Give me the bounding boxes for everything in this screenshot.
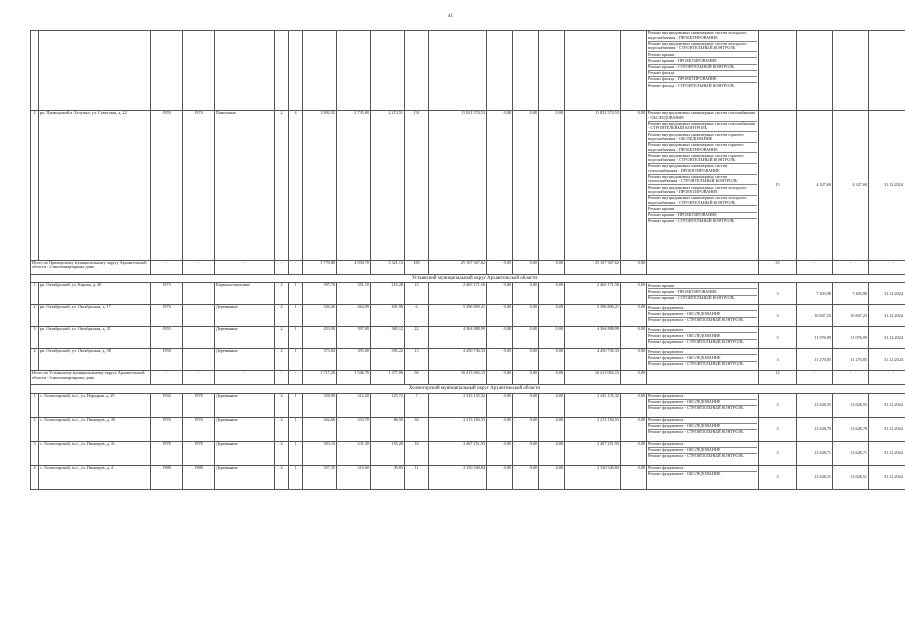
work-type-item: Ремонт фундамента - ОБСЛЕДОВАНИЕ <box>648 311 757 317</box>
fund-fed-cell: 0,00 <box>487 111 513 261</box>
residents-cell: 13 <box>405 349 429 371</box>
area-own-cell: 39,83 <box>371 465 405 489</box>
area-own-cell: 86,50 <box>371 417 405 441</box>
fund-reg-cell: 0,00 <box>513 111 539 261</box>
fund-own-cell: 3 345 135,32 <box>565 393 621 417</box>
material-cell: Деревянные <box>215 327 275 349</box>
entrances-cell: 1 <box>289 417 303 441</box>
work-type-item: Ремонт фундамента - СТРОИТЕЛЬНЫЙ КОНТРОЛЬ <box>648 429 744 435</box>
section-title: Устьянский муниципальный округ Архангельской области <box>31 275 905 283</box>
num-cell: 1 <box>31 393 39 417</box>
total-work-cell <box>647 371 759 385</box>
fund-mun-cell: 0,00 <box>539 465 565 489</box>
continuation-row <box>31 31 905 111</box>
total-residents-cell: 56 <box>405 371 429 385</box>
work-type-cell: Ремонт внутридомовых инженерных систем холодного водоснабжения - ПРОЕКТИРОВАНИЕ Ремонт внутридомовых инженерных систем холодного водоснабжения - СТРОИТЕЛЬНЫЙ КОНТРОЛЬ Ремонт крыши Ремонт крыши - ПРОЕКТИРОВАНИЕ Ремонт крыши - СТРОИТЕЛЬНЫЙ КОНТРОЛЬ Ремонт фасада Ремонт фасада - ПРОЕКТИРОВАНИЕ Ремонт фасада - СТРОИТЕЛЬНЫЙ КОНТРОЛЬ <box>647 31 759 111</box>
section-header-row <box>31 275 905 283</box>
deadline-cell: 31.12.2024 <box>869 393 905 417</box>
table-row <box>31 441 905 465</box>
area-total-cell: 520,26 <box>303 305 337 327</box>
area-own-cell: 125,72 <box>371 393 405 417</box>
residents-cell: 131 <box>405 111 429 261</box>
floors-cell: 2 <box>275 465 289 489</box>
area-res-cell: 351,10 <box>337 283 371 305</box>
work-type-cell <box>647 465 759 489</box>
total-fund-mun-cell: 0,00 <box>539 371 565 385</box>
fund-mun-cell: 0,00 <box>539 441 565 465</box>
limit-cost-cell: 13 628,51 <box>833 465 869 489</box>
year-built-cell: 1958 <box>151 349 183 371</box>
floors-cell: 2 <box>275 349 289 371</box>
area-total-cell: 393,10 <box>303 441 337 465</box>
area-own-cell: 155,20 <box>371 441 405 465</box>
floors-cell: 2 <box>275 111 289 261</box>
total-row <box>31 261 905 275</box>
address-cell: рп. Октябрьский, ул. Октябрьская, д. 31 <box>39 327 151 349</box>
capital-repair-table <box>30 30 905 490</box>
table-row <box>31 327 905 349</box>
work-type-item: Ремонт внутридомовых инженерных систем холодного водоснабжения - ПРОЕКТИРОВАНИЕ <box>648 185 757 196</box>
cost-total-cell: 3 213 184,53 <box>429 417 487 441</box>
fund-ext-cell: 0,00 <box>621 283 647 305</box>
year-built-cell: 1930 <box>151 393 183 417</box>
fund-reg-cell: 0,00 <box>513 417 539 441</box>
dash-cell: - <box>797 371 833 385</box>
unit-cost-cell: 10 847,23 <box>797 305 833 327</box>
fund-mun-cell: 0,00 <box>539 393 565 417</box>
cost-total-cell: 11 821 574,53 <box>429 111 487 261</box>
total-cnt-cell: 12 <box>759 371 797 385</box>
dash-cell: - <box>797 261 833 275</box>
dash-cell: - <box>289 261 303 275</box>
fund-mun-cell: 0,00 <box>539 111 565 261</box>
fund-fed-cell: 0,00 <box>487 417 513 441</box>
cost-total-cell: 3 330 540,84 <box>429 465 487 489</box>
residents-cell: 15 <box>405 283 429 305</box>
table-row <box>31 111 905 261</box>
total-fund-own-cell: 16 413 063,15 <box>565 371 621 385</box>
material-cell: Каркасно-щитовые <box>215 283 275 305</box>
fund-mun-cell: 0,00 <box>539 283 565 305</box>
fund-fed-cell: 0,00 <box>487 441 513 465</box>
address-cell: с. Холмогорский, м.о., ул. Пионеров, д. 4 <box>39 465 151 489</box>
limit-cost-cell: 13 628,71 <box>833 441 869 465</box>
fund-reg-cell: 0,00 <box>513 393 539 417</box>
address-cell: рп. Октябрьский, ул. Октябрьская, д. 38 <box>39 349 151 371</box>
work-type-item: Ремонт внутридомовых инженерных систем газоснабжения - ОБСЛЕДОВАНИЕ <box>648 111 757 122</box>
area-res-cell: 231,30 <box>337 441 371 465</box>
limit-cost-cell: 11 076,99 <box>833 327 869 349</box>
work-type-item: Ремонт фундамента - ОБСЛЕДОВАНИЕ <box>648 400 757 406</box>
dash-cell: - <box>215 261 275 275</box>
num-cell: 4 <box>31 465 39 489</box>
deadline-cell: 31.12.2024 <box>869 283 905 305</box>
year-built-cell: 1955 <box>151 327 183 349</box>
year-reno-cell <box>183 283 215 305</box>
entrances-cell: 1 <box>289 441 303 465</box>
address-cell: рп. Октябрьский, ул. Кирова, д. 40 <box>39 283 151 305</box>
year-built-cell: 1959 <box>151 111 183 261</box>
area-total-cell: 358,90 <box>303 393 337 417</box>
unit-cost-cell: 13 628,71 <box>797 441 833 465</box>
area-own-cell: 401,96 <box>371 305 405 327</box>
year-reno-cell: 1974 <box>183 111 215 261</box>
limit-cost-cell: 4 327,69 <box>833 111 869 261</box>
work-type-item: Ремонт фундамента <box>648 442 757 448</box>
address-cell: рп. Октябрьский, ул. Октябрьская, д. 17 <box>39 305 151 327</box>
dash-cell: - <box>869 261 905 275</box>
fund-mun-cell: 0,00 <box>539 349 565 371</box>
year-reno-cell <box>183 327 215 349</box>
total-fund-ext-cell: 0,00 <box>621 371 647 385</box>
dash-cell: - <box>215 371 275 385</box>
work-type-item: Ремонт фундамента - ОБСЛЕДОВАНИЕ <box>648 448 757 454</box>
year-built-cell: 1973 <box>151 283 183 305</box>
address-cell: с. Холмогорский, м.о., ул. Пионеров, д. 30 <box>39 417 151 441</box>
entrances-cell: 1 <box>289 393 303 417</box>
area-res-cell: 312,20 <box>337 393 371 417</box>
year-reno-cell: 1976 <box>183 417 215 441</box>
address-cell: с. Холмогорский, м.о., ул. Пионеров, д. 31 <box>39 441 151 465</box>
work-type-item: Ремонт крыши - ПРОЕКТИРОВАНИЕ <box>648 289 757 295</box>
work-type-item: Ремонт фундамента <box>648 466 757 472</box>
year-reno-cell <box>183 305 215 327</box>
work-type-item: Ремонт фундамента - СТРОИТЕЛЬНЫЙ КОНТРОЛЬ <box>648 453 744 459</box>
fund-own-cell: 3 330 540,84 <box>565 465 621 489</box>
work-type-cell <box>647 393 759 417</box>
work-type-item: Ремонт фундамента - ОБСЛЕДОВАНИЕ <box>648 333 757 339</box>
work-type-item: Ремонт внутридомовых инженерных систем холодного водоснабжения - СТРОИТЕЛЬНЫЙ КОНТРОЛЬ <box>648 196 757 207</box>
work-type-item: Ремонт внутридомовых инженерных систем горячего водоснабжения - ОБСЛЕДОВАНИЕ <box>648 132 757 143</box>
total-cost-total-cell: 16 413 063,15 <box>429 371 487 385</box>
limit-cost-cell: 11 270,85 <box>833 349 869 371</box>
fund-fed-cell: 0,00 <box>487 305 513 327</box>
cnt-cell: 3 <box>759 393 797 417</box>
limit-cost-cell: 7 403,98 <box>833 283 869 305</box>
unit-cost-cell: 11 076,99 <box>797 327 833 349</box>
year-reno-cell: 1988 <box>183 465 215 489</box>
area-total-cell: 362,60 <box>303 417 337 441</box>
floors-cell: 2 <box>275 417 289 441</box>
cost-total-cell: 5 396 800,21 <box>429 305 487 327</box>
entrances-cell: 1 <box>289 305 303 327</box>
area-own-cell: 395,22 <box>371 349 405 371</box>
fund-ext-cell: 0,00 <box>621 393 647 417</box>
dash-cell: - <box>183 371 215 385</box>
header-fill-text: Ремонт внутридомовых инженерных систем холодного водоснабжения - СТРОИТЕЛЬНЫЙ КОНТРОЛЬ <box>648 42 757 53</box>
dash-cell: - <box>289 371 303 385</box>
address-cell: с. Холмогорский, м.о., ул. Народная, д. 29 <box>39 393 151 417</box>
entrances-cell: 1 <box>289 465 303 489</box>
fund-ext-cell: 0,00 <box>621 417 647 441</box>
unit-cost-cell: 7 403,98 <box>797 283 833 305</box>
fund-ext-cell: 0,00 <box>621 441 647 465</box>
material-cell: Деревянные <box>215 305 275 327</box>
table-row <box>31 465 905 489</box>
table-row <box>31 305 905 327</box>
work-type-item: Ремонт фундамента - ОБСЛЕДОВАНИЕ <box>648 424 757 430</box>
area-res-cell: 333,70 <box>337 417 371 441</box>
year-built-cell: 1988 <box>151 465 183 489</box>
fund-own-cell: 11 821 574,53 <box>565 111 621 261</box>
work-type-cell <box>647 327 759 349</box>
entrances-cell: 1 <box>289 327 303 349</box>
work-type-cell <box>647 305 759 327</box>
work-type-item: Ремонт крыши - СТРОИТЕЛЬНЫЙ КОНТРОЛЬ <box>648 218 735 224</box>
year-reno-cell: 1978 <box>183 441 215 465</box>
area-res-cell: 319,60 <box>337 465 371 489</box>
fund-reg-cell: 0,00 <box>513 327 539 349</box>
fund-fed-cell: 0,00 <box>487 283 513 305</box>
section-header-row <box>31 385 905 393</box>
year-reno-cell: 1978 <box>183 393 215 417</box>
num-cell: 3 <box>31 441 39 465</box>
work-type-cell <box>647 417 759 441</box>
total-fund-reg-cell: 0,00 <box>513 261 539 275</box>
floors-cell: 2 <box>275 283 289 305</box>
residents-cell: 22 <box>405 327 429 349</box>
dash-cell: - <box>833 261 869 275</box>
year-built-cell: 1976 <box>151 417 183 441</box>
dash-cell: - <box>275 371 289 385</box>
floors-cell: 2 <box>275 305 289 327</box>
fund-own-cell: 2 465 171,56 <box>565 283 621 305</box>
deadline-cell: 31.12.2024 <box>869 305 905 327</box>
work-type-item: Ремонт фундамента - СТРОИТЕЛЬНЫЙ КОНТРОЛЬ <box>648 317 744 323</box>
deadline-cell: 31.12.2024 <box>869 441 905 465</box>
residents-cell: 16 <box>405 441 429 465</box>
work-type-item: Ремонт фундамента - СТРОИТЕЛЬНЫЙ КОНТРОЛЬ <box>648 361 744 367</box>
area-res-cell: 464,09 <box>337 305 371 327</box>
fund-own-cell: 3 213 184,53 <box>565 417 621 441</box>
table-row <box>31 283 905 305</box>
deadline-cell: 31.12.2024 <box>869 417 905 441</box>
area-res-cell: 2 735,00 <box>337 111 371 261</box>
limit-cost-cell: 13 628,79 <box>833 417 869 441</box>
unit-cost-cell: 13 628,51 <box>797 465 833 489</box>
entrances-cell: 1 <box>289 283 303 305</box>
work-type-item: Ремонт внутридомовых инженерных систем горячего водоснабжения - СТРОИТЕЛЬНЫЙ КОНТРОЛЬ <box>648 153 757 164</box>
dash-cell: - <box>151 261 183 275</box>
work-type-item: Ремонт крыши - СТРОИТЕЛЬНЫЙ КОНТРОЛЬ <box>648 295 735 301</box>
area-own-cell: 216,28 <box>371 283 405 305</box>
deadline-cell: 31.12.2024 <box>869 111 905 261</box>
work-type-item: Ремонт крыши - ПРОЕКТИРОВАНИЕ <box>648 213 757 219</box>
total-row <box>31 371 905 385</box>
cnt-cell: 3 <box>759 465 797 489</box>
fund-ext-cell: 0,00 <box>621 465 647 489</box>
floors-cell: 2 <box>275 441 289 465</box>
cnt-cell: 15 <box>759 111 797 261</box>
cnt-cell: 3 <box>759 283 797 305</box>
area-res-cell: 395,00 <box>337 349 371 371</box>
fund-ext-cell: 0,00 <box>621 305 647 327</box>
total-cnt-cell: 33 <box>759 261 797 275</box>
table-row <box>31 349 905 371</box>
dash-cell: - <box>183 261 215 275</box>
total-area-total-cell: 1 717,20 <box>303 371 337 385</box>
work-type-cell <box>647 349 759 371</box>
table-row <box>31 393 905 417</box>
floors-cell: 2 <box>275 393 289 417</box>
total-area-own-cell: 1 377,06 <box>371 371 405 385</box>
total-label-cell: Итого по Устьянскому муниципальному округу Архангельской области - 4 многоквартирных дома <box>31 371 151 385</box>
work-type-item: Ремонт фундамента - ОБСЛЕДОВАНИЕ <box>648 355 757 361</box>
work-type-item: Ремонт внутридомовых инженерных систем газоснабжения - СТРОИТЕЛЬНЫЙ КОНТРОЛЬ <box>648 122 757 133</box>
area-total-cell: 357,35 <box>303 465 337 489</box>
floors-cell: 2 <box>275 327 289 349</box>
fund-fed-cell: 0,00 <box>487 465 513 489</box>
work-type-item: Ремонт фундамента <box>648 305 757 311</box>
num-cell: 2 <box>31 305 39 327</box>
work-type-cell <box>647 283 759 305</box>
num-cell: 2 <box>31 417 39 441</box>
total-fund-fed-cell: 0,00 <box>487 371 513 385</box>
total-residents-cell: 169 <box>405 261 429 275</box>
limit-cost-cell: 10 847,23 <box>833 305 869 327</box>
area-total-cell: 397,70 <box>303 283 337 305</box>
total-fund-reg-cell: 0,00 <box>513 371 539 385</box>
section-title: Холмогорский муниципальный округ Архангельской области <box>31 385 905 393</box>
fund-reg-cell: 0,00 <box>513 283 539 305</box>
cnt-cell: 3 <box>759 327 797 349</box>
total-fund-own-cell: 25 167 367,62 <box>565 261 621 275</box>
work-type-item: Ремонт фундамента - СТРОИТЕЛЬНЫЙ КОНТРОЛЬ <box>648 339 744 345</box>
fund-mun-cell: 0,00 <box>539 327 565 349</box>
cnt-cell: 3 <box>759 441 797 465</box>
cost-total-cell: 3 467 251,93 <box>429 441 487 465</box>
fund-fed-cell: 0,00 <box>487 327 513 349</box>
material-cell: Панельные <box>215 111 275 261</box>
page-number: 41 <box>448 14 453 19</box>
total-work-cell <box>647 261 759 275</box>
num-cell: 1 <box>31 283 39 305</box>
unit-cost-cell: 13 628,79 <box>797 417 833 441</box>
area-own-cell: 2 213,51 <box>371 111 405 261</box>
num-cell: 2 <box>31 111 39 261</box>
deadline-cell: 31.12.2024 <box>869 327 905 349</box>
total-area-res-cell: 1 546,76 <box>337 371 371 385</box>
work-type-item: Ремонт фундамента - ОБСЛЕДОВАНИЕ <box>648 471 721 477</box>
work-type-item: Ремонт внутридомовых инженерных систем горячего водоснабжения - ПРОЕКТИРОВАНИЕ <box>648 143 757 154</box>
area-total-cell: 3 992,92 <box>303 111 337 261</box>
deadline-cell: 31.12.2024 <box>869 349 905 371</box>
residents-cell: 7 <box>405 393 429 417</box>
limit-cost-cell: 13 628,55 <box>833 393 869 417</box>
unit-cost-cell: 4 327,69 <box>797 111 833 261</box>
fund-own-cell: 3 467 251,93 <box>565 441 621 465</box>
residents-cell: 6 <box>405 305 429 327</box>
fund-ext-cell: 0,00 <box>621 349 647 371</box>
work-type-item: Ремонт фундамента <box>648 394 757 400</box>
area-own-cell: 365,12 <box>371 327 405 349</box>
work-type-item: Ремонт фундамента - СТРОИТЕЛЬНЫЙ КОНТРОЛЬ <box>648 405 744 411</box>
fund-own-cell: 4 364 888,99 <box>565 327 621 349</box>
cost-total-cell: 2 465 171,56 <box>429 283 487 305</box>
total-fund-ext-cell: 0,00 <box>621 261 647 275</box>
area-res-cell: 397,00 <box>337 327 371 349</box>
fund-mun-cell: 0,00 <box>539 417 565 441</box>
cnt-cell: 3 <box>759 417 797 441</box>
area-total-cell: 373,84 <box>303 349 337 371</box>
area-total-cell: 453,00 <box>303 327 337 349</box>
fund-reg-cell: 0,00 <box>513 305 539 327</box>
year-reno-cell <box>183 349 215 371</box>
dash-cell: - <box>869 371 905 385</box>
material-cell: Деревянные <box>215 465 275 489</box>
work-type-item: Ремонт фундамента <box>648 349 757 355</box>
work-type-item: Ремонт фундамента <box>648 418 757 424</box>
work-type-item: Ремонт внутридомовых инженерных систем теплоснабжения - ПРОЕКТИРОВАНИЕ <box>648 164 757 175</box>
total-cost-total-cell: 25 167 367,62 <box>429 261 487 275</box>
total-area-total-cell: 5 770,88 <box>303 261 337 275</box>
unit-cost-cell: 13 628,55 <box>797 393 833 417</box>
cnt-cell: 3 <box>759 349 797 371</box>
total-area-own-cell: 3 321,13 <box>371 261 405 275</box>
num-cell: 4 <box>31 349 39 371</box>
num-cell: 3 <box>31 327 39 349</box>
unit-cost-cell: 11 270,85 <box>797 349 833 371</box>
material-cell: Деревянные <box>215 393 275 417</box>
fund-fed-cell: 0,00 <box>487 349 513 371</box>
dash-cell: - <box>833 371 869 385</box>
table-row <box>31 417 905 441</box>
total-fund-fed-cell: 0,00 <box>487 261 513 275</box>
fund-ext-cell: 0,00 <box>621 327 647 349</box>
fund-reg-cell: 0,00 <box>513 349 539 371</box>
fund-reg-cell: 0,00 <box>513 465 539 489</box>
cnt-cell: 3 <box>759 305 797 327</box>
address-cell: рп. Приморский п. Белушье, ул. Советская, д. 22 <box>39 111 151 261</box>
material-cell: Деревянные <box>215 417 275 441</box>
dash-cell: - <box>151 371 183 385</box>
residents-cell: 11 <box>405 465 429 489</box>
work-type-cell <box>647 441 759 465</box>
cost-total-cell: 4 450 736,33 <box>429 349 487 371</box>
material-cell: Деревянные <box>215 441 275 465</box>
work-type-item: Ремонт фундамента <box>648 327 757 333</box>
cost-total-cell: 3 345 135,32 <box>429 393 487 417</box>
total-area-res-cell: 4 030,70 <box>337 261 371 275</box>
year-built-cell: 1978 <box>151 441 183 465</box>
fund-ext-cell: 0,00 <box>621 111 647 261</box>
work-type-item: Ремонт крыши <box>648 283 757 289</box>
dash-cell: - <box>275 261 289 275</box>
fund-own-cell: 5 396 800,21 <box>565 305 621 327</box>
entrances-cell: 4 <box>289 111 303 261</box>
fund-mun-cell: 0,00 <box>539 305 565 327</box>
fund-reg-cell: 0,00 <box>513 441 539 465</box>
fund-own-cell: 4 450 736,33 <box>565 349 621 371</box>
material-cell: Деревянные <box>215 349 275 371</box>
residents-cell: 30 <box>405 417 429 441</box>
entrances-cell: 1 <box>289 349 303 371</box>
total-label-cell: Итого по Приморскому муниципальному округу Архангельской области - 2 многоквартирных дома <box>31 261 151 275</box>
total-fund-mun-cell: 0,00 <box>539 261 565 275</box>
cost-total-cell: 4 364 888,99 <box>429 327 487 349</box>
deadline-cell: 31.12.2024 <box>869 465 905 489</box>
year-built-cell: 1976 <box>151 305 183 327</box>
work-type-item: Ремонт внутридомовых инженерных систем теплоснабжения - СТРОИТЕЛЬНЫЙ КОНТРОЛЬ <box>648 175 757 186</box>
fund-fed-cell: 0,00 <box>487 393 513 417</box>
work-type-cell <box>647 111 759 261</box>
work-type-item: Ремонт крыши <box>648 206 757 212</box>
